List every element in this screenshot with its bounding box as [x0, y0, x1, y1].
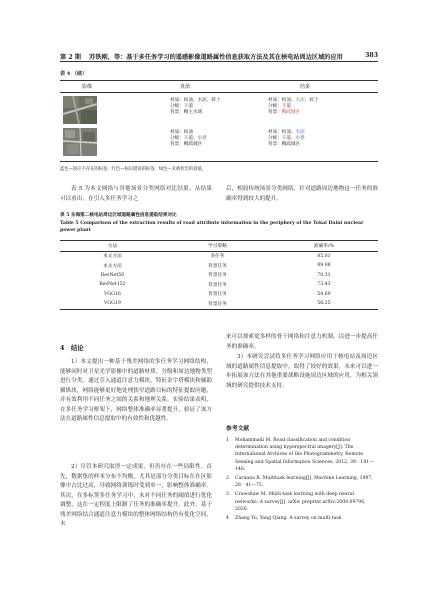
table-row: 本文方法 背景任务 89.06: [103, 263, 331, 269]
reference-list: [226, 437, 378, 522]
row2-truth: 材质：柏油 分级：干道、小径 背景：稠疏城区: [170, 130, 207, 147]
row2-result: 材质：柏油、水泥 分级：干道、小径 背景：稠疏城区: [268, 130, 305, 147]
lead-paragraph-left: 表 5 为本文网络与其他场景分类网络对比结果。从结果可以看出，在引入多任务学习之: [60, 186, 212, 202]
page-number: 383: [365, 52, 378, 59]
table4-head-rule: [60, 92, 378, 93]
header-title: 苏铁刚，等：基于多任务学习的遥感影像道路属性信息获取方法及其在核电站周边区域的应用: [89, 54, 343, 61]
satellite-image-1: [63, 96, 97, 124]
table5-caption-cn: 表 5 东海第二核电站周边区域道路属性信息提取结果对比: [60, 213, 177, 218]
table5-header: 准确率/%: [313, 243, 334, 249]
table-row: VGG16 背景任务 54.69: [104, 291, 331, 298]
table4-top-rule: [60, 80, 378, 81]
row1-result: 材质：柏油、水泥、碎土 分级：干道 背景：稠疏城区: [268, 98, 319, 115]
table4-bottom-rule: [60, 161, 378, 162]
table5: [60, 240, 378, 310]
table-row: 本文方法 多任务 85.01: [103, 253, 331, 260]
table4-col-result: 结果: [300, 84, 311, 90]
table4-col-image: 影像: [82, 84, 93, 90]
reference-item: 4 Zhang Yu, Yang Qiang. A survey on multi-task: [226, 516, 342, 522]
row1-truth: 材质：柏油、水泥、碎土 分级：干道 背景：稠主水域: [170, 98, 221, 115]
table4-caption: 表 4 （续）: [60, 71, 87, 77]
conclusion-paragraph-3: 3）本研究尝试将多任务学习网络应用于核电站及周边区域的道路属性信息提取中，取得了较好的效果。未来可以进一步拓展该方法在其他重要战略设施周边区域的应用，为相关领域的研究提供技术支持。: [226, 354, 378, 389]
table-row: VGG19 背景任务 56.25: [104, 301, 331, 307]
conclusion-paragraph-2: 2）尽管本研究取得一定成果，但仍存在一些局限性。首先，数据集的样本分布不均衡，尤其是部分分类目标在在区影像中占比过高，导致网络训练时受到单一，影响整体准确率。其次，在多标签多任务学习中，未对不同任务的阈值进行优化调整，这在一定程度上限制了任务的准确率提升。此外，基于残差网络结合通道注意力模块的整体网络结构仍有优化空间，未: [60, 464, 212, 527]
reference-item: 1 Mohammadi M. Road classification and condition determination using hyperspectral imagery[J]. The International Archives of the Photogrammetry, Remote Sensing and Spatial Information Sciences, 2012, 39：141—146.: [226, 438, 374, 472]
table4-note: 蓝色—较应不存在的标签；红色—标识错误的标签；绿色—未被检出的真值。: [60, 167, 207, 172]
table-row: ResNet152 背景任务 73.43: [99, 282, 331, 288]
section-title: 4 结论: [60, 344, 84, 352]
lead-paragraph-right: 后，相较传统场景分类网络，针对道路周边地物这一任务的准确率得到较大的提升。: [226, 186, 378, 202]
references-heading: 参考文献: [226, 426, 250, 432]
reference-item: 2 Caruana R. Multitask learning[J]. Machine Learning, 1997, 28：41—75.: [226, 476, 373, 489]
table4-col-truth: 真值: [180, 84, 191, 90]
table5-header: 学习策略: [208, 243, 227, 249]
conclusion-paragraph-1: 1）本文提出一种基于残差网络的多任务学习网络结构，能够同时对卫星光学影像中的道路材质、分级和周边地物类型进行分类。通过引入通道注意力模块，特征金字塔模块和辅助横纵块，网络能够更好地处理狭窄道路目标的特征提取问题，并有效利用不同任务之间的关系和地理关系。实验结果表明，在多任务学习框架下，网络整体准确率显著提升，验证了该方法在道路属性信息提取中的有效性和优越性。: [60, 359, 212, 422]
satellite-image-2: [63, 128, 97, 156]
running-header: [60, 52, 378, 61]
table5-caption-en: Table 5 Comparison of the extraction results of road attribute information in the periphery of the Tokai Daini nuclear power plant: [60, 221, 364, 233]
header-rule: [60, 61, 378, 62]
issue-number: 第 2 期: [60, 54, 81, 61]
conclusion-continued: 来可以探索更多样的骨干网络和注意力机制，以进一步提高任务的准确率。: [226, 334, 378, 350]
table-row: ResNet50 背景任务 70.31: [100, 272, 331, 279]
table5-header: 方法: [107, 243, 118, 249]
reference-item: 3 Crawshaw M. Multi-task learning with deep neural networks: A survey[J]. arXiv preprint arXiv:2009.09796, 2020.: [226, 492, 366, 512]
